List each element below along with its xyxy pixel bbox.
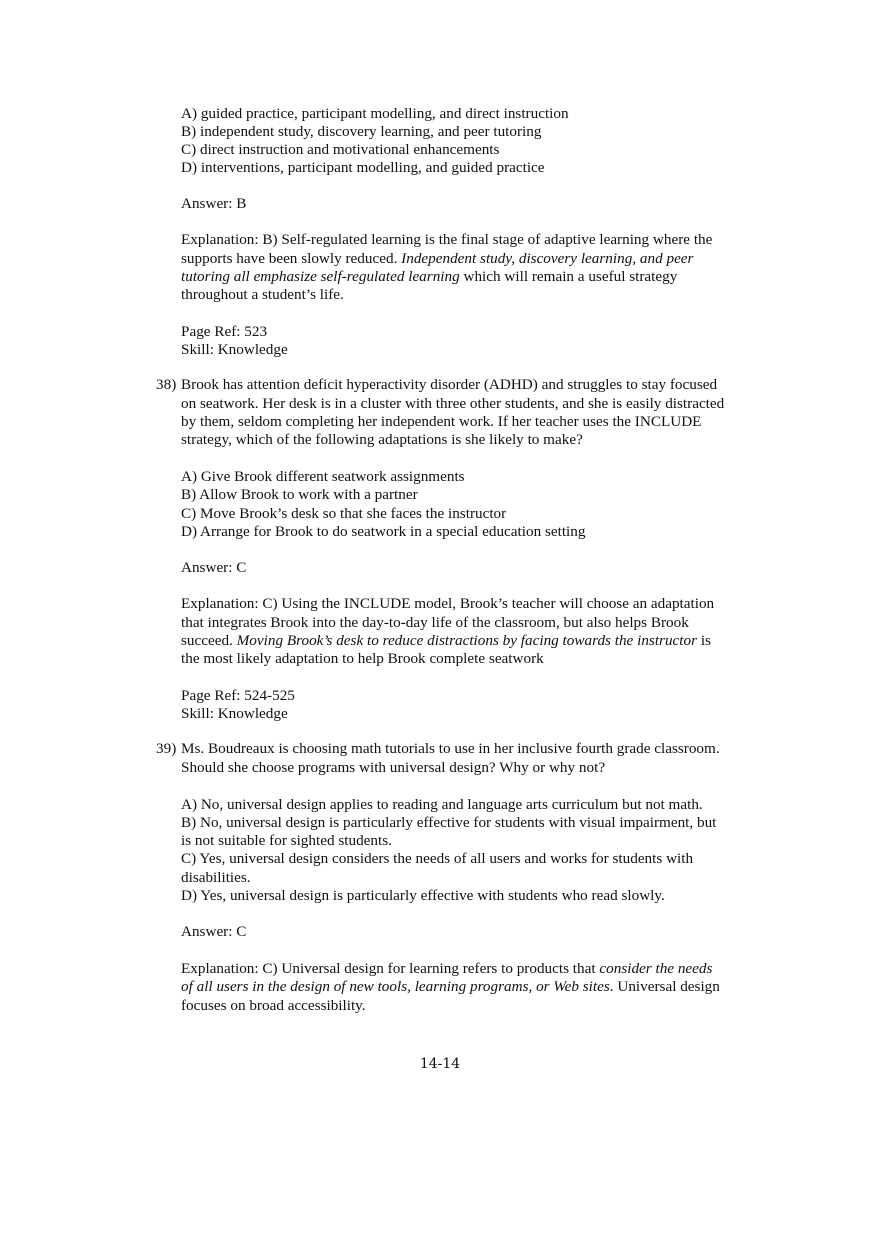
explanation-line: supports have been slowly reduced. Independent study, discovery learning, and peer: [181, 250, 694, 267]
explanation-line: throughout a student’s life.: [181, 286, 344, 303]
page-ref: Page Ref: 524-525: [181, 687, 295, 704]
option-c: C) direct instruction and motivational enhancements: [181, 141, 500, 158]
question-stem-line: Brook has attention deficit hyperactivity disorder (ADHD) and struggles to stay focused: [181, 376, 718, 393]
option-c: C) Move Brook’s desk so that she faces the instructor: [181, 505, 507, 522]
explanation-line: Explanation: C) Universal design for learning refers to products that consider the needs: [181, 960, 713, 977]
answer: Answer: C: [181, 923, 247, 940]
option-d: D) interventions, participant modelling, and guided practice: [181, 159, 545, 176]
explanation-line: that integrates Brook into the day-to-day life of the classroom, but also helps Brook: [181, 614, 689, 631]
explanation-line: Explanation: B) Self-regulated learning is the final stage of adaptive learning where the: [181, 231, 713, 248]
option-b: B) No, universal design is particularly effective for students with visual impairment, but: [181, 814, 717, 831]
page-number: 14-14: [419, 1056, 461, 1072]
answer: Answer: B: [181, 195, 247, 212]
question-number: 38): [156, 376, 177, 393]
option-a: A) guided practice, participant modelling, and direct instruction: [181, 105, 569, 122]
question-number: 39): [156, 740, 177, 757]
option-a: A) No, universal design applies to reading and language arts curriculum but not math.: [181, 796, 703, 813]
question-stem-line: strategy, which of the following adaptations is she likely to make?: [181, 431, 583, 448]
question-stem-line: Ms. Boudreaux is choosing math tutorials to use in her inclusive fourth grade classroom.: [181, 740, 720, 757]
explanation-line: tutoring all emphasize self-regulated learning which will remain a useful strategy: [181, 268, 678, 285]
option-b: B) Allow Brook to work with a partner: [181, 486, 418, 503]
explanation-line: of all users in the design of new tools, learning programs, or Web sites. Universal design: [181, 978, 720, 995]
explanation-line: Explanation: C) Using the INCLUDE model, Brook’s teacher will choose an adaptation: [181, 595, 715, 612]
question-stem-line: by them, seldom completing her independent work. If her teacher uses the INCLUDE: [181, 413, 702, 430]
option-d: D) Yes, universal design is particularly effective with students who read slowly.: [181, 887, 665, 904]
option-c: C) Yes, universal design considers the needs of all users and works for students with: [181, 850, 694, 867]
answer: Answer: C: [181, 559, 247, 576]
option-c-continued: disabilities.: [181, 869, 251, 886]
skill: Skill: Knowledge: [181, 341, 288, 358]
explanation-line: the most likely adaptation to help Brook complete seatwork: [181, 650, 544, 667]
question-stem-line: on seatwork. Her desk is in a cluster with three other students, and she is easily distracted: [181, 395, 725, 412]
explanation-line: focuses on broad accessibility.: [181, 997, 366, 1014]
option-a: A) Give Brook different seatwork assignments: [181, 468, 465, 485]
question-stem-line: Should she choose programs with universal design? Why or why not?: [181, 759, 606, 776]
explanation-line: succeed. Moving Brook’s desk to reduce distractions by facing towards the instructor is: [181, 632, 711, 649]
page-ref: Page Ref: 523: [181, 323, 268, 340]
skill: Skill: Knowledge: [181, 705, 288, 722]
option-d: D) Arrange for Brook to do seatwork in a special education setting: [181, 523, 586, 540]
option-b: B) independent study, discovery learning, and peer tutoring: [181, 123, 542, 140]
option-b-continued: is not suitable for sighted students.: [181, 832, 392, 849]
